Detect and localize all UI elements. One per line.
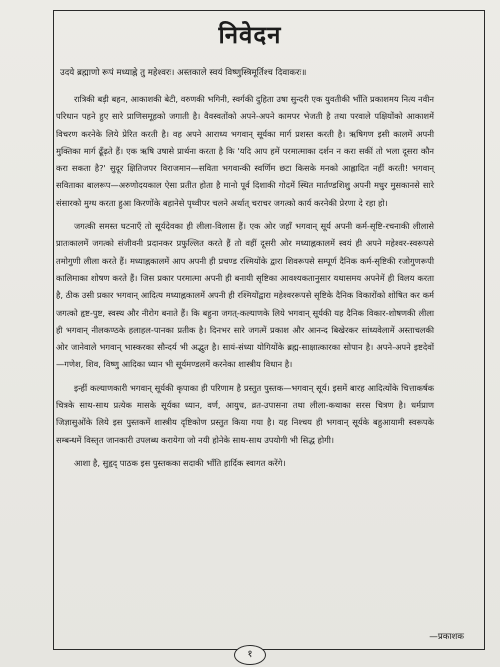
paragraph: जगत्की समस्त घटनाएँ तो सूर्यदेवका ही लीला-विलास हैं। एक ओर जहाँ भगवान् सूर्य अपनी कर्म-सृष्टि-रचनाकी लीलासे प्रातःकालमें जगत्को संजीवनी प्रदानकर प्रफुल्लित करते हैं तो वहीं दूसरी ओर मध्याह्नकालमें स्वयं ही अपने महेश्वर-स्वरूपसे तमोगुणी लीला करते हैं। मध्याह्नकालमें आप अपनी ही प्रचण्ड रश्मियोंके द्वारा शिवरूपसे सम्पूर्ण दैनिक कर्म-सृष्टिकी रजोगुणरूपी कालिमाका शोषण करते हैं। जिस प्रकार परमात्मा अपनी ही बनायी सृष्टिका आवश्यकतानुसार यथासमय अपनेमें ही विलय करता है, ठीक उसी प्रकार भगवान् आदित्य मध्याह्नकालमें अपनी ही रश्मियोंद्वारा महेश्वररूपसे सृष्टिके दैनिक विकारोंको शोषित कर कर्म जगत्को हृष्ट-पुष्ट, स्वस्थ और नीरोग बनाते हैं। कि बहुना जगत्-कल्याणके लिये भगवान् सूर्यकी यह दैनिक विकार-शोषणकी लीला ही भगवान् नीलकण्ठके हलाहल-पानका प्रतीक है। दिनभर सारे जगत्में प्रकाश और आनन्द बिखेरकर सांध्यवेलामें अस्ताचलकी ओर जानेवाले भगवान् भास्करका सौन्दर्य भी अद्भुत है। सायं-संध्या योगियोंके ब्रह्म-साक्षात्कारका सोपान है। अपने-अपने इष्टदेवों—गणेश, शिव, विष्णु आदिका ध्यान भी सूर्यमण्डलमें करनेका शास्त्रीय विधान है। <box>56 221 434 370</box>
sanskrit-verse: उदये ब्रह्माणो रूपं मध्याह्ने तु महेश्वरः। अस्तकाले स्वयं विष्णुस्त्रिमूर्तिश्च दिवाकरः॥ <box>60 68 307 78</box>
body-text <box>56 91 434 472</box>
paragraph: आशा है, सुहृद् पाठक इस पुस्तकका सदाकी भाँति हार्दिक स्वागत करेंगे। <box>74 457 286 468</box>
publisher-signature: —प्रकाशक <box>429 632 464 642</box>
page-number: १ <box>234 645 266 665</box>
paragraph: इन्हीं कल्याणकारी भगवान् सूर्यकी कृपाका ही परिणाम है प्रस्तुत पुस्तक—भगवान् सूर्य। इसमें बारह आदित्योंके चित्ताकर्षक चित्रके साथ-साथ प्रत्येक मासके सूर्यका ध्यान, वर्ण, आयुध, व्रत-उपासना तथा लीला-कथाका सरस चित्रण है। धर्मप्राण जिज्ञासुओंके लिये इस पुस्तकमें शास्त्रीय दृष्टिकोण प्रस्तुत किया गया है। यह निश्चय ही भगवान् सूर्यके बहुआयामी स्वरूपके सम्बन्धमें विस्तृत जानकारी उपलब्ध करायेगा जो नयी होनेके साथ-साथ उपयोगी भी सिद्ध होगी। <box>56 382 434 445</box>
paragraph: रात्रिकी बड़ी बहन, आकाशकी बेटी, वरुणकी भगिनी, स्वर्गकी दुहिता उषा सुन्दरी एक युवतीकी भाँति प्रकाशमय नित्य नवीन परिधान पहने हुए सारे प्राणिसमूहको जगाती है। वैवस्वतोंको अपने-अपने कामपर भेजती है तथा परवाले पक्षियोंको आकाशमें विचरण करनेके लिये प्रेरित करती है। वह अपने आराध्य भगवान् सूर्यका मार्ग प्रशस्त करती है। ऋषिगण इसी कालमें अपनी मुक्तिका मार्ग ढूँढ़ते हैं। एक ऋषि उषासे प्रार्थना करता है कि 'यदि आप हमें परमात्माका दर्शन न करा सकीं तो भला दूसरा कौन करा सकता है?' सुदूर क्षितिजपर विराजमान—सविता भगवान्की स्वर्णिम छटा किसके मनको आह्लादित नहीं करती! भगवान् सविताका बालरूप—अरुणोदयकाल ऐसा प्रतीत होता है मानो पूर्व दिशाकी गोदमें स्थित मार्तण्डशिशु अपनी मधुर मुसकानसे सारे संसारको मुग्ध करता हुआ किरणोंके बहानेसे पृथ्वीपर चलने अर्थात् चराचर जगत्को कार्य करनेकी प्रेरणा दे रहा हो। <box>56 94 434 208</box>
page-title: निवेदन <box>218 21 282 49</box>
